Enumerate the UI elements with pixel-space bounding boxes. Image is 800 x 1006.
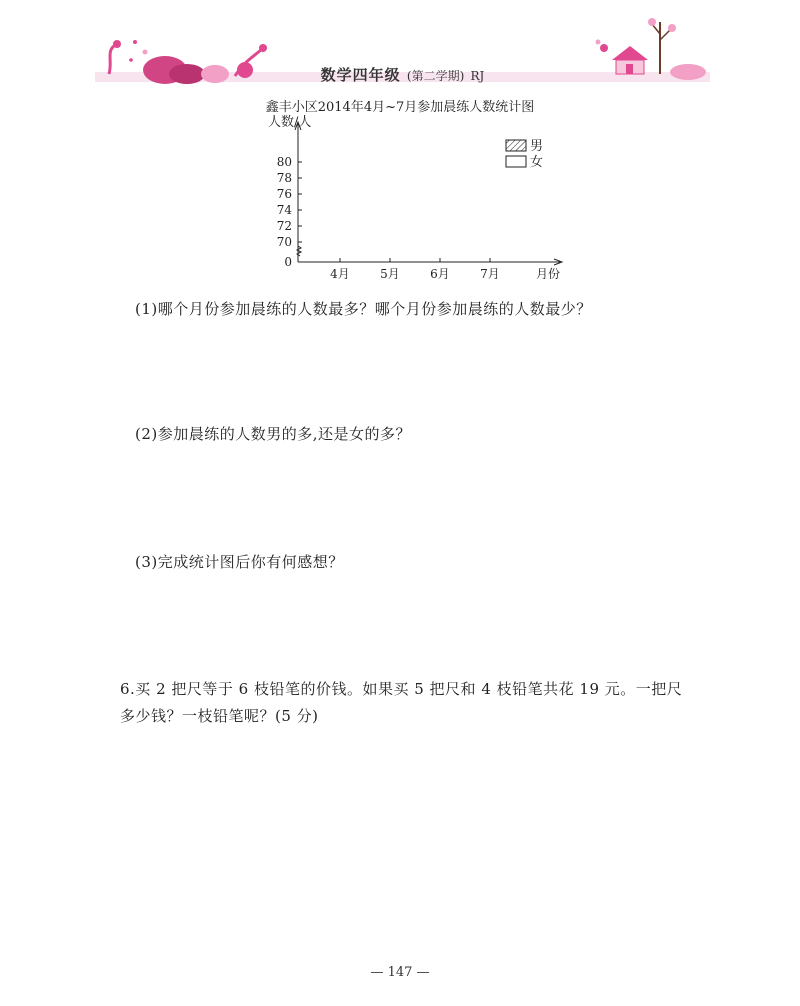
page-header	[95, 12, 710, 92]
x-tick-label: 4月	[330, 267, 350, 281]
book-semester: (第二学期)	[406, 69, 465, 83]
y-tick-label: 70	[276, 235, 292, 249]
x-axis-label: 月份	[535, 267, 561, 281]
legend-label: 男	[530, 139, 544, 154]
page-number: — 147 —	[370, 965, 430, 980]
x-tick-label: 6月	[430, 267, 450, 281]
problem-6-line-2: 多少钱？一枝铅笔呢？(5 分)	[120, 707, 319, 725]
x-tick-label: 5月	[380, 267, 400, 281]
header-title	[95, 64, 710, 85]
bar-chart	[260, 112, 580, 282]
legend-label: 女	[530, 155, 544, 170]
y-tick-label: 80	[276, 155, 292, 169]
y-axis-label: 人数/人	[268, 115, 312, 130]
x-tick-label: 7月	[480, 267, 500, 281]
book-title: 数学四年级	[320, 66, 401, 84]
problem-6-line-1: 6.买 2 把尺等于 6 枝铅笔的价钱。如果买 5 把尺和 4 枝铅笔共花 19 元。一把尺	[120, 680, 683, 698]
y-tick-label: 0	[284, 255, 292, 269]
problem-6	[120, 676, 720, 730]
legend-swatch	[506, 156, 526, 167]
y-tick-label: 72	[276, 219, 292, 233]
question-3: (3)完成统计图后你有何感想？	[135, 553, 344, 571]
question-1: (1)哪个月份参加晨练的人数最多？哪个月份参加晨练的人数最少？	[135, 300, 592, 318]
chart-title: 鑫丰小区2014年4月~7月参加晨练人数统计图	[265, 100, 535, 115]
y-tick-label: 78	[276, 171, 292, 185]
y-tick-label: 74	[276, 203, 292, 217]
y-tick-label: 76	[276, 187, 292, 201]
book-edition: RJ	[470, 69, 485, 83]
legend-swatch	[506, 140, 526, 151]
question-2: (2)参加晨练的人数男的多,还是女的多？	[135, 425, 412, 443]
